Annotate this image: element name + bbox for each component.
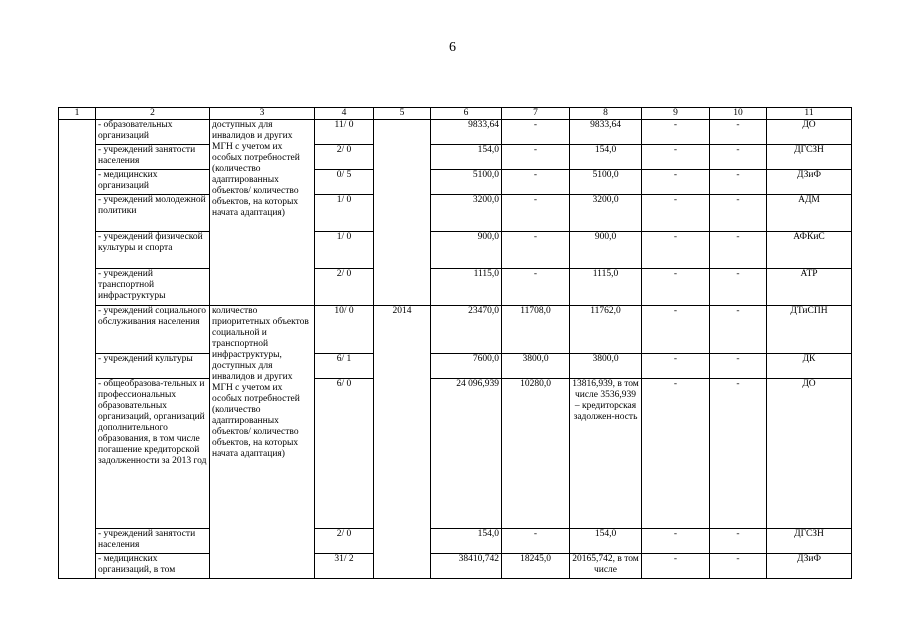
col9-cell: - [642, 554, 710, 579]
table-row [59, 145, 852, 170]
regional-cell: 5100,0 [570, 170, 642, 195]
col10-cell: - [710, 269, 767, 306]
regional-cell: 20165,742, в том числе [570, 554, 642, 579]
page-number: 6 [449, 40, 456, 55]
indicator-description: доступных для инвалидов и других МГН с учетом их особых потребностей (количество адаптированных объектов/ количество объектов, на которых начата адаптация) [210, 120, 315, 306]
ratio-cell: 0/ 5 [315, 170, 374, 195]
executor-cell: ДО [767, 120, 852, 145]
col9-cell: - [642, 354, 710, 379]
federal-cell: - [502, 195, 570, 232]
ratio-cell: 11/ 0 [315, 120, 374, 145]
ratio-cell: 2/ 0 [315, 529, 374, 554]
federal-cell: - [502, 232, 570, 269]
regional-cell: 154,0 [570, 145, 642, 170]
org-name: - образовательных организаций [96, 120, 210, 145]
federal-cell: - [502, 269, 570, 306]
ratio-cell: 1/ 0 [315, 195, 374, 232]
total-cell: 3200,0 [431, 195, 502, 232]
org-name: - учреждений социального обслуживания населения [96, 306, 210, 354]
header-cell: 4 [315, 108, 374, 120]
header-cell: 8 [570, 108, 642, 120]
executor-cell: ДТиСПН [767, 306, 852, 354]
total-cell: 5100,0 [431, 170, 502, 195]
org-name: - учреждений транспортной инфраструктуры [96, 269, 210, 306]
table-row [59, 170, 852, 195]
total-cell: 154,0 [431, 145, 502, 170]
federal-cell: 10280,0 [502, 379, 570, 529]
federal-cell: - [502, 170, 570, 195]
col9-cell: - [642, 232, 710, 269]
col10-cell: - [710, 529, 767, 554]
col10-cell: - [710, 306, 767, 354]
col9-cell: - [642, 145, 710, 170]
regional-cell: 3800,0 [570, 354, 642, 379]
federal-cell: 3800,0 [502, 354, 570, 379]
col9-cell: - [642, 269, 710, 306]
col10-cell: - [710, 354, 767, 379]
ratio-cell: 1/ 0 [315, 232, 374, 269]
org-name: - медицинских организаций, в том [96, 554, 210, 579]
header-cell: 3 [210, 108, 315, 120]
regional-cell: 900,0 [570, 232, 642, 269]
executor-cell: АДМ [767, 195, 852, 232]
col10-cell: - [710, 379, 767, 529]
executor-cell: ДГСЗН [767, 145, 852, 170]
table-row [59, 554, 852, 579]
col9-cell: - [642, 170, 710, 195]
col9-cell: - [642, 306, 710, 354]
federal-cell: 11708,0 [502, 306, 570, 354]
total-cell: 7600,0 [431, 354, 502, 379]
regional-cell: 13816,939, в том числе 3536,939 – кредиторская задолжен-ность [570, 379, 642, 529]
header-cell: 5 [374, 108, 431, 120]
header-cell: 6 [431, 108, 502, 120]
program-table [58, 107, 852, 579]
executor-cell: АФКиС [767, 232, 852, 269]
ratio-cell: 31/ 2 [315, 554, 374, 579]
year-cell: 2014 [374, 306, 431, 579]
col10-cell: - [710, 145, 767, 170]
total-cell: 23470,0 [431, 306, 502, 354]
col10-cell: - [710, 120, 767, 145]
header-cell: 2 [96, 108, 210, 120]
regional-cell: 3200,0 [570, 195, 642, 232]
total-cell: 900,0 [431, 232, 502, 269]
federal-cell: 18245,0 [502, 554, 570, 579]
total-cell: 154,0 [431, 529, 502, 554]
col9-cell: - [642, 379, 710, 529]
table-row [59, 232, 852, 269]
index-cell [59, 120, 96, 579]
ratio-cell: 2/ 0 [315, 145, 374, 170]
federal-cell: - [502, 120, 570, 145]
table-row [59, 120, 852, 145]
table-row [59, 379, 852, 529]
org-name: - учреждений занятости населения [96, 145, 210, 170]
regional-cell: 11762,0 [570, 306, 642, 354]
col10-cell: - [710, 554, 767, 579]
col10-cell: - [710, 170, 767, 195]
federal-cell: - [502, 145, 570, 170]
executor-cell: ДГСЗН [767, 529, 852, 554]
org-name: - общеобразова-тельных и профессиональных образовательных организаций, организаций дополнительного образования, в том числе погашение кредиторской задолженности за 2013 год [96, 379, 210, 529]
regional-cell: 9833,64 [570, 120, 642, 145]
executor-cell: ДК [767, 354, 852, 379]
executor-cell: ДЗиФ [767, 554, 852, 579]
ratio-cell: 6/ 1 [315, 354, 374, 379]
total-cell: 9833,64 [431, 120, 502, 145]
total-cell: 38410,742 [431, 554, 502, 579]
col10-cell: - [710, 195, 767, 232]
org-name: - учреждений физической культуры и спорта [96, 232, 210, 269]
executor-cell: ДО [767, 379, 852, 529]
ratio-cell: 6/ 0 [315, 379, 374, 529]
total-cell: 24 096,939 [431, 379, 502, 529]
table-row [59, 529, 852, 554]
ratio-cell: 10/ 0 [315, 306, 374, 354]
table-row [59, 306, 852, 354]
col9-cell: - [642, 529, 710, 554]
org-name: - учреждений молодежной политики [96, 195, 210, 232]
header-cell: 11 [767, 108, 852, 120]
ratio-cell: 2/ 0 [315, 269, 374, 306]
table-row [59, 354, 852, 379]
header-cell: 7 [502, 108, 570, 120]
regional-cell: 154,0 [570, 529, 642, 554]
header-cell: 1 [59, 108, 96, 120]
federal-cell: - [502, 529, 570, 554]
org-name: - учреждений культуры [96, 354, 210, 379]
year-cell-empty [374, 120, 431, 306]
org-name: - учреждений занятости населения [96, 529, 210, 554]
header-cell: 10 [710, 108, 767, 120]
executor-cell: АТР [767, 269, 852, 306]
total-cell: 1115,0 [431, 269, 502, 306]
col9-cell: - [642, 195, 710, 232]
table-row [59, 269, 852, 306]
executor-cell: ДЗиФ [767, 170, 852, 195]
indicator-description: количество приоритетных объектов социальной и транспортной инфраструктуры, доступных для инвалидов и других МГН с учетом их особых потребностей (количество адаптированных объектов/ количество объектов, на которых начата адаптация) [210, 306, 315, 579]
header-cell: 9 [642, 108, 710, 120]
regional-cell: 1115,0 [570, 269, 642, 306]
col10-cell: - [710, 232, 767, 269]
header-row [59, 108, 852, 120]
table-row [59, 195, 852, 232]
org-name: - медицинских организаций [96, 170, 210, 195]
col9-cell: - [642, 120, 710, 145]
